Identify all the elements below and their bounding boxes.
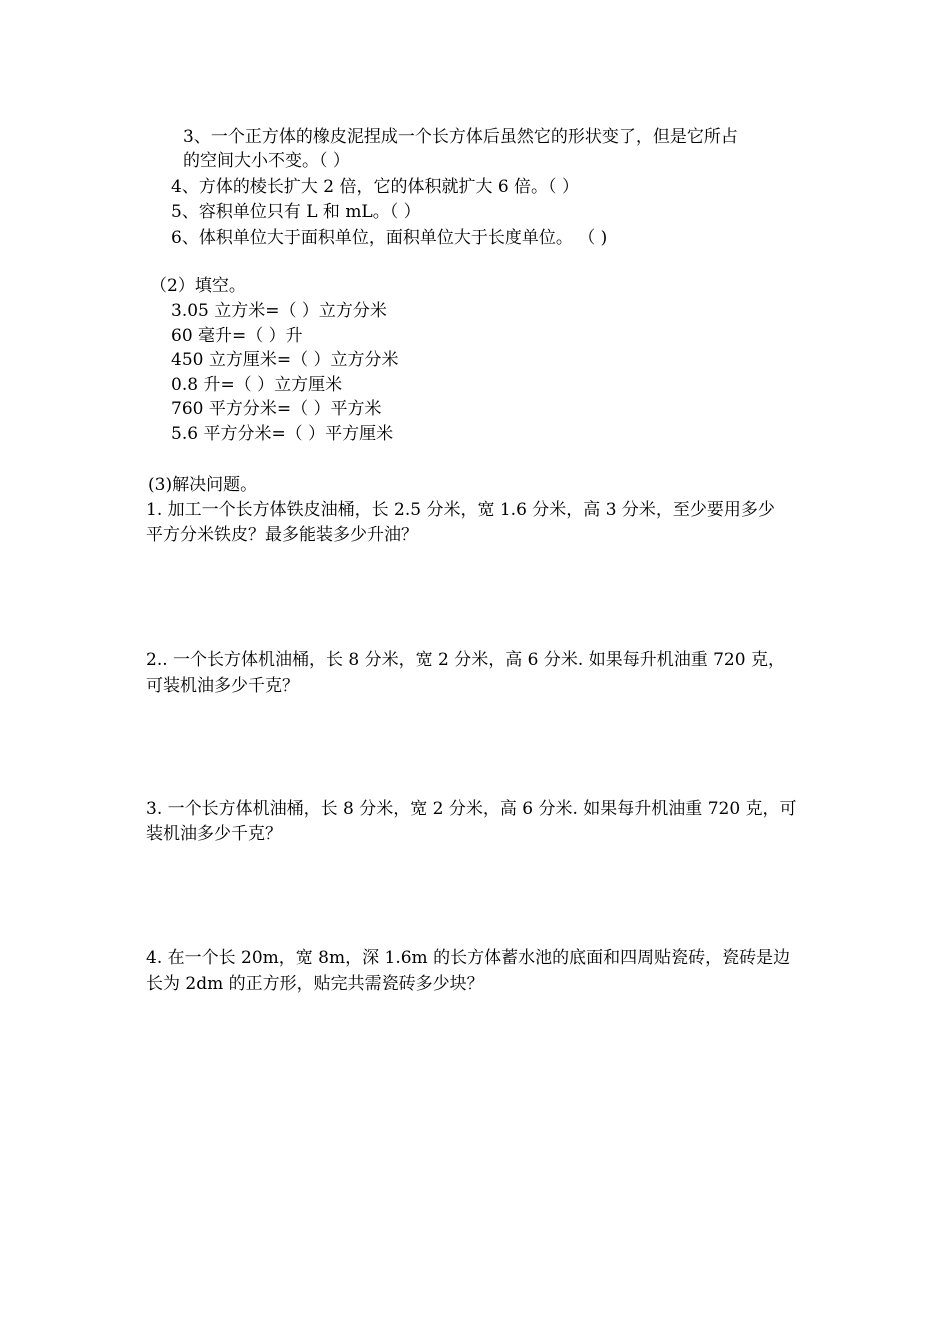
fill-blank-item: 760 平方分米=（ ）平方米 [171,399,382,419]
true-false-q3-line2: 的空间大小不变。（ ） [183,151,350,171]
true-false-q3-line1: 3、一个正方体的橡皮泥捏成一个长方体后虽然它的形状变了，但是它所占 [183,127,738,147]
true-false-q5: 5、容积单位只有 L 和 mL。（ ） [171,202,421,222]
true-false-q6: 6、体积单位大于面积单位，面积单位大于长度单位。 （ ) [171,228,608,248]
problems-heading: (3)解决问题。 [148,475,258,495]
problem-3-line1: 3. 一个长方体机油桶，长 8 分米，宽 2 分米，高 6 分米. 如果每升机油重 720 克，可 [146,799,797,819]
fill-blank-item: 450 立方厘米=（ ）立方分米 [171,350,399,370]
true-false-q4: 4、方体的棱长扩大 2 倍，它的体积就扩大 6 倍。（ ） [171,177,579,197]
fill-blank-item: 3.05 立方米=（ ）立方分米 [171,301,387,321]
problem-4-line1: 4. 在一个长 20m，宽 8m，深 1.6m 的长方体蓄水池的底面和四周贴瓷砖，瓷砖是边 [146,948,791,968]
problem-3-line2: 装机油多少千克？ [146,824,282,844]
fill-blank-item: 0.8 升=（ ）立方厘米 [171,375,343,395]
problem-2-line2: 可装机油多少千克？ [146,676,299,696]
problem-1-line1: 1. 加工一个长方体铁皮油桶，长 2.5 分米，宽 1.6 分米，高 3 分米，至少要用多少 [146,500,775,520]
fill-blank-item: 60 毫升=（ ）升 [171,326,303,346]
problem-4-line2: 长为 2dm 的正方形，贴完共需瓷砖多少块？ [146,974,484,994]
fill-blank-item: 5.6 平方分米=（ ）平方厘米 [171,424,394,444]
fill-blank-heading: （2）填空。 [150,276,246,296]
problem-2-line1: 2.. 一个长方体机油桶，长 8 分米，宽 2 分米，高 6 分米. 如果每升机油重 720 克， [146,650,785,670]
problem-1-line2: 平方分米铁皮？最多能装多少升油？ [146,525,418,545]
